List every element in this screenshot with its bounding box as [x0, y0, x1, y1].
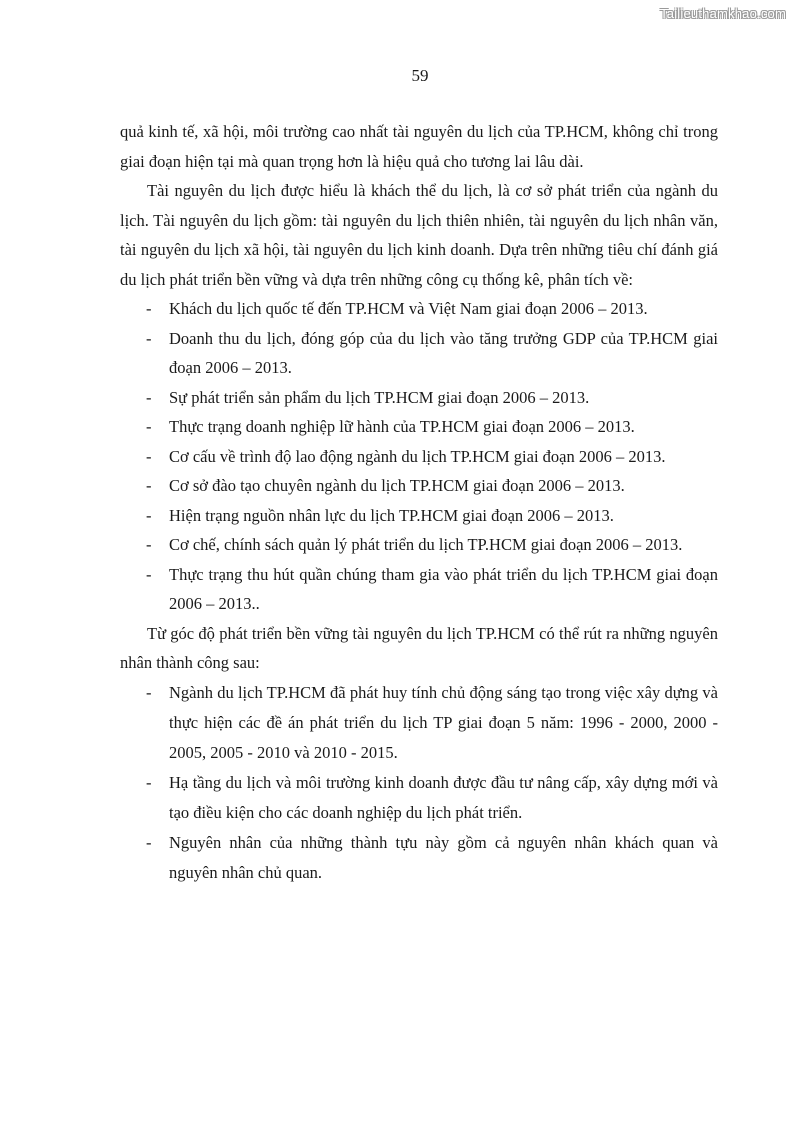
list-item: - Nguyên nhân của những thành tựu này gồm cả nguyên nhân khách quan và nguyên nhân chủ quan.: [120, 828, 718, 888]
paragraph-continuation: quả kinh tế, xã hội, môi trường cao nhất tài nguyên du lịch của TP.HCM, không chỉ trong giai đoạn hiện tại mà quan trọng hơn là hiệu quả cho tương lai lâu dài.: [120, 122, 718, 171]
list-item: - Thực trạng thu hút quần chúng tham gia vào phát triển du lịch TP.HCM giai đoạn 2006 – 2013..: [120, 560, 718, 619]
document-body: [120, 117, 718, 888]
page-number: 59: [411, 66, 429, 85]
analysis-list: [120, 294, 718, 619]
list-item: - Khách du lịch quốc tế đến TP.HCM và Việt Nam giai đoạn 2006 – 2013.: [120, 294, 718, 324]
watermark: Tailieuthamkhao.com: [660, 6, 786, 21]
success-causes-list: [120, 678, 718, 888]
list-item: - Thực trạng doanh nghiệp lữ hành của TP.HCM giai đoạn 2006 – 2013.: [120, 412, 718, 442]
list-item: - Doanh thu du lịch, đóng góp của du lịch vào tăng trưởng GDP của TP.HCM giai đoạn 2006 – 2013.: [120, 324, 718, 383]
list-item: - Hiện trạng nguồn nhân lực du lịch TP.HCM giai đoạn 2006 – 2013.: [120, 501, 718, 531]
list-item: - Hạ tầng du lịch và môi trường kinh doanh được đầu tư nâng cấp, xây dựng mới và tạo điều kiện cho các doanh nghiệp du lịch phát triển.: [120, 768, 718, 828]
paragraph-resources: Tài nguyên du lịch được hiểu là khách thể du lịch, là cơ sở phát triển của ngành du lịch. Tài nguyên du lịch gồm: tài nguyên du lịch thiên nhiên, tài nguyên du lịch nhân văn, tài nguyên du lịch xã hội, tài nguyên du lịch kinh doanh. Dựa trên những tiêu chí đánh giá du lịch phát triển bền vững và dựa trên những công cụ thống kê, phân tích về:: [120, 181, 718, 289]
list-item: - Cơ sở đào tạo chuyên ngành du lịch TP.HCM giai đoạn 2006 – 2013.: [120, 471, 718, 501]
paragraph-success-causes: Từ góc độ phát triển bền vững tài nguyên du lịch TP.HCM có thể rút ra những nguyên nhân thành công sau:: [120, 623, 718, 672]
list-item: - Cơ chế, chính sách quản lý phát triển du lịch TP.HCM giai đoạn 2006 – 2013.: [120, 530, 718, 560]
list-item: - Ngành du lịch TP.HCM đã phát huy tính chủ động sáng tạo trong việc xây dựng và thực hiện các đề án phát triển du lịch TP giai đoạn 5 năm: 1996 - 2000, 2000 - 2005, 2005 - 2010 và 2010 - 2015.: [120, 678, 718, 768]
list-item: - Cơ cấu về trình độ lao động ngành du lịch TP.HCM giai đoạn 2006 – 2013.: [120, 442, 718, 472]
list-item: - Sự phát triển sản phẩm du lịch TP.HCM giai đoạn 2006 – 2013.: [120, 383, 718, 413]
